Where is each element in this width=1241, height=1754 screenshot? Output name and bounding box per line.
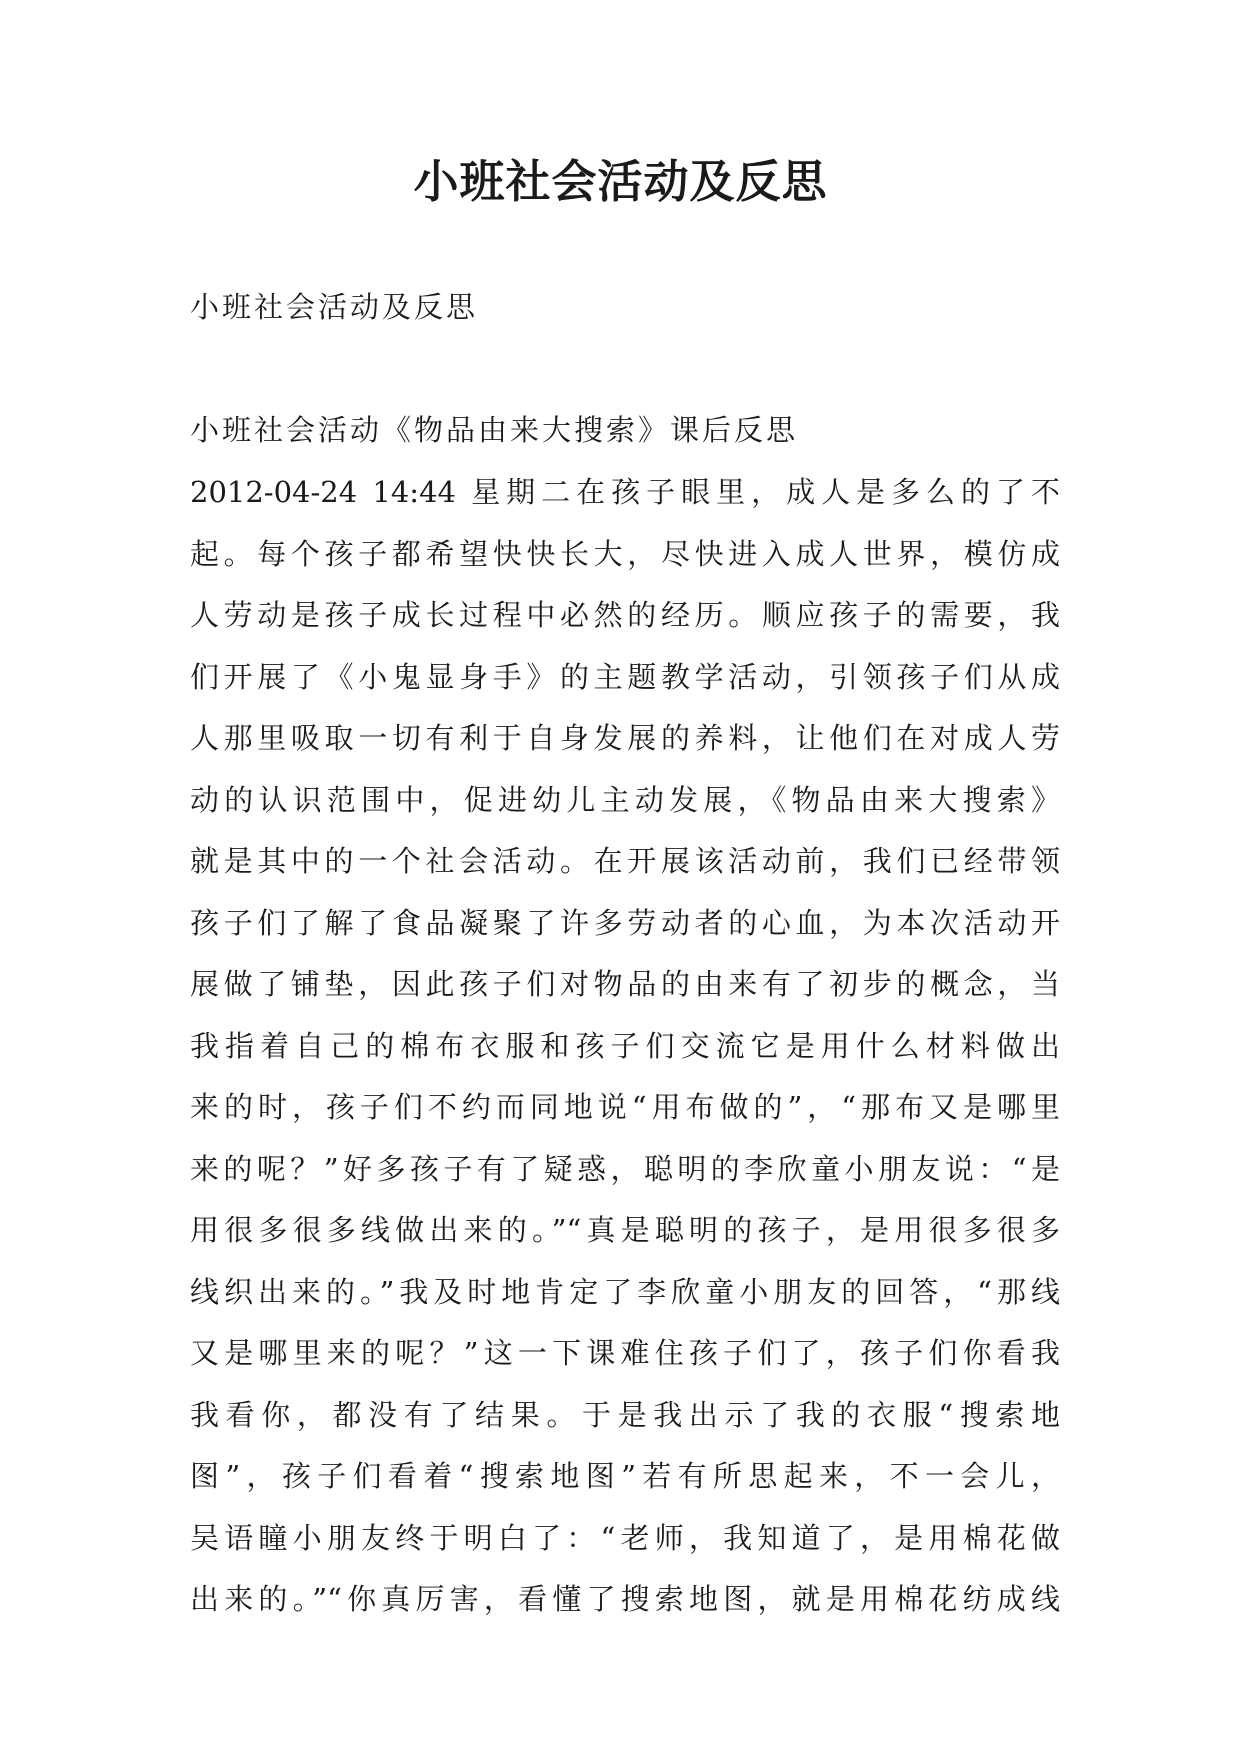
document-title: 小班社会活动及反思 (413, 155, 828, 208)
body-line: 就是其中的一个社会活动。在开展该活动前，我们已经带领 (190, 844, 1060, 878)
body-line: 用很多很多线做出来的。”“真是聪明的孩子，是用很多很多 (190, 1213, 1060, 1247)
body-line: 孩子们了解了食品凝聚了许多劳动者的心血，为本次活动开 (190, 905, 1060, 940)
body-line: 我看你，都没有了结果。于是我出示了我的衣服“搜索地 (190, 1397, 1060, 1432)
body-line: 图”，孩子们看着“搜索地图”若有所思起来，不一会儿， (190, 1459, 1060, 1493)
document-subtitle: 小班社会活动及反思 (190, 290, 479, 324)
body-line: 来的时，孩子们不约而同地说“用布做的”，“那布又是哪里 (190, 1090, 1060, 1124)
body-line: 吴语瞳小朋友终于明白了：“老师，我知道了，是用棉花做 (190, 1520, 1060, 1555)
article-heading: 小班社会活动《物品由来大搜索》课后反思 (190, 413, 799, 447)
body-line: 起。每个孩子都希望快快长大，尽快进入成人世界，模仿成 (190, 536, 1060, 571)
body-line: 出来的。”“你真厉害，看懂了搜索地图，就是用棉花纺成线 (190, 1582, 1060, 1616)
article-body (190, 472, 1060, 1641)
body-line: 展做了铺垫，因此孩子们对物品的由来有了初步的概念，当 (190, 967, 1060, 1001)
body-line: 来的呢？”好多孩子有了疑惑，聪明的李欣童小朋友说：“是 (190, 1151, 1060, 1186)
body-line: 人劳动是孩子成长过程中必然的经历。顺应孩子的需要，我 (190, 598, 1060, 632)
body-line: 人那里吸取一切有利于自身发展的养料，让他们在对成人劳 (190, 721, 1060, 755)
body-line: 又是哪里来的呢？”这一下课难住孩子们了，孩子们你看我 (190, 1336, 1060, 1370)
body-line: 2012-04-24 14:44 星期二在孩子眼里，成人是多么的了不 (190, 475, 1060, 509)
body-line: 们开展了《小鬼显身手》的主题教学活动，引领孩子们从成 (190, 659, 1060, 694)
body-line: 动的认识范围中，促进幼儿主动发展，《物品由来大搜索》 (190, 782, 1060, 817)
body-line: 线织出来的。”我及时地肯定了李欣童小朋友的回答，“那线 (190, 1274, 1060, 1309)
body-line: 我指着自己的棉布衣服和孩子们交流它是用什么材料做出 (190, 1028, 1060, 1063)
